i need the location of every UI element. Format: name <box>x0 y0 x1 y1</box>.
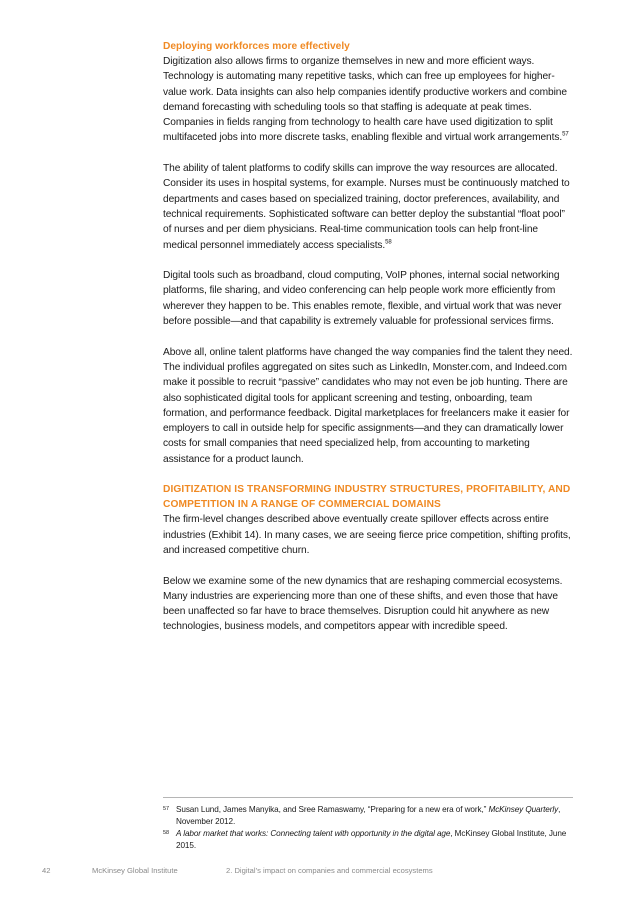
chapter-title: 2. Digital’s impact on companies and commercial ecosystems <box>226 866 433 875</box>
paragraph <box>163 54 573 146</box>
publisher-name: McKinsey Global Institute <box>92 866 178 875</box>
footnotes <box>163 797 573 852</box>
paragraph: Below we examine some of the new dynamics that are reshaping commercial ecosystems. Many industries are experiencing more than one of these shifts, and even those that have been unaffected so far have to brace themselves. Disruption could hit anywhere as new technologies, business models, and competitors appear with incredible speed. <box>163 575 563 633</box>
footnote-ref[interactable]: 58 <box>385 239 392 246</box>
paragraph: The firm-level changes described above eventually create spillover effects across entire industries (Exhibit 14). In many cases, we are seeing fierce price competition, shifting profits, and increased competitive churn. <box>163 514 571 556</box>
footnote-source-title: McKinsey Quarterly <box>488 805 559 814</box>
footnote-text-part: , November 2012. <box>176 805 561 826</box>
paragraph-text: The ability of talent platforms to codify skills can improve the way resources are allocated. Consider its uses in hospital systems, for example. Nurses must be continuously matched to departments and cases based on specialized training, doctor preferences, availability, and technical requirements. Sophisticated software can better deploy the substantial “float pool” of nurses and per diem physicians. Real-time communication tools can help front-line medical personnel immediately access specialists. <box>163 163 570 251</box>
paragraph <box>163 161 573 253</box>
footnote-text <box>176 828 573 851</box>
paragraph: Digital tools such as broadband, cloud computing, VoIP phones, internal social networking platforms, file sharing, and video conferencing can help people work more efficiently from wherever they happen to be. This enables remote, flexible, and virtual work that was never before possible—and that capability is extremely valuable for professional services firms. <box>163 270 562 328</box>
section-heading-digitization: DIGITIZATION IS TRANSFORMING INDUSTRY STRUCTURES, PROFITABILITY, AND COMPETITION IN A RANGE OF COMMERCIAL DOMAINS <box>163 484 571 511</box>
footnote-text <box>176 804 573 827</box>
footnote-text-part: Susan Lund, James Manyika, and Sree Ramaswamy, “Preparing for a new era of work,” <box>176 805 489 814</box>
footnote-item <box>163 828 573 851</box>
footnote-number: 57 <box>163 806 169 812</box>
footnote-ref[interactable]: 57 <box>562 132 569 139</box>
main-content <box>163 39 573 650</box>
footnote-source-title: A labor market that works: Connecting talent with opportunity in the digital age <box>176 829 451 838</box>
paragraph-text: Digitization also allows firms to organize themselves in new and more efficient ways. Technology is automating many repetitive tasks, which can free up employees for higher-value work. Data insights can also help companies identify productive workers and combine demand forecasting with scheduling tools so that staffing is adequate at peak times. Companies in fields ranging from technology to health care have used digitization to split multifaceted jobs into more discrete tasks, enabling flexible and virtual work arrangements. <box>163 56 567 144</box>
page-number: 42 <box>42 866 51 875</box>
footnote-item <box>163 804 573 827</box>
paragraph: Above all, online talent platforms have changed the way companies find the talent they need. The individual profiles aggregated on sites such as LinkedIn, Monster.com, and Indeed.com make it possible to recruit “passive” candidates who may not even be job hunting. There are also sophisticated digital tools for applicant screening and testing, onboarding, team formation, and performance feedback. Digital marketplaces for freelancers make it easier for employers to call in outside help for specific assignments—and they can dramatically lower costs for small companies that need specialized help, from accounting to marketing assistance for a product launch. <box>163 346 573 465</box>
section-heading-deploying-workforces: Deploying workforces more effectively <box>163 41 350 52</box>
footnote-text-part: , McKinsey Global Institute, June 2015. <box>176 829 567 850</box>
footnote-number: 58 <box>163 830 169 836</box>
